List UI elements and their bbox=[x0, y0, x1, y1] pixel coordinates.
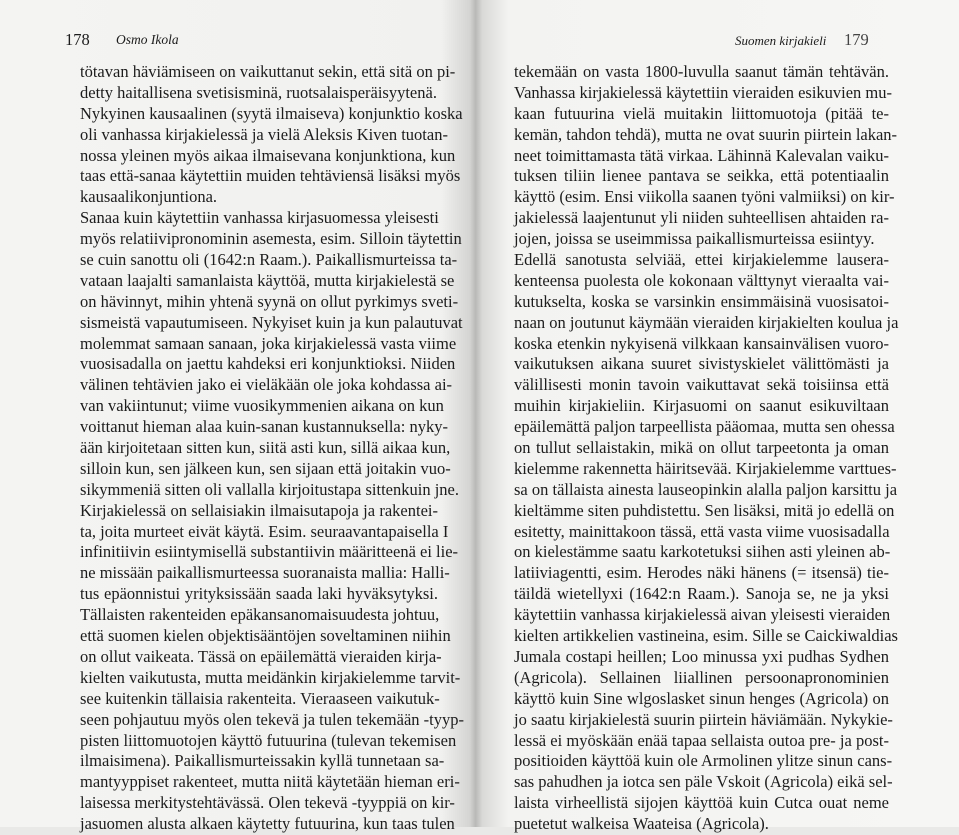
text-line: positioiden käyttöä kuin ole Armolinen ylitze sinun cans- bbox=[514, 751, 893, 771]
text-line: tus epäonnistui yrityksissään saada laki hyväksytyksi. bbox=[80, 584, 438, 604]
text-line: vaikutuksen aikana suuret sivistyskielet välittömästi ja bbox=[514, 354, 889, 374]
left-page bbox=[0, 0, 470, 834]
text-line: Edellä sanotusta selviää, ettei kirjakielemme lausera- bbox=[514, 250, 889, 270]
text-line: Sanaa kuin käytettiin vanhassa kirjasuomessa yleisesti bbox=[80, 208, 439, 228]
text-line: käyttö kuin Sine wlgoslasket sinun henges (Agricola) on bbox=[514, 688, 889, 708]
text-line: laista virheellistä sijojen käyttöä kuin Cutca ouat neme bbox=[514, 793, 889, 813]
text-line: myös relatiivipronominin asemesta, esim. Silloin täytettin bbox=[80, 229, 462, 249]
text-line: silloin kun, sen jälkeen kun, sen sijaan että joitakin vuo- bbox=[80, 458, 451, 478]
text-line: see kuitenkin tällaisia rakenteita. Vieraaseen vaikutuk- bbox=[80, 688, 440, 708]
page-number: 178 bbox=[65, 30, 90, 49]
text-line: välillisesti monin tavoin vaikuttavat sekä toisiinsa että bbox=[514, 375, 889, 395]
text-line: Tällaisten rakenteiden epäkansanomaisuudesta johtuu, bbox=[80, 605, 440, 625]
right-page bbox=[482, 0, 959, 834]
text-line: ilmaisimena). Paikallismurteissakin kyllä tunnetaan sa- bbox=[80, 751, 445, 771]
text-line: käyttö (esim. Ensi viikolla saanen työni valmiiksi) on kir- bbox=[514, 187, 895, 207]
text-line: van vakiintunut; viime vuosikymmenien aikana on kun bbox=[80, 396, 444, 416]
body-text bbox=[80, 62, 464, 835]
text-line: on tullut sellaistakin, mikä on ollut tarpeetonta ja oman bbox=[514, 438, 889, 458]
text-line: jasuomen alusta alkaen käytetty futuurina, kun taas tulen bbox=[80, 814, 455, 834]
text-line: voittanut hieman alaa kuin-sanan kustannuksella: nyky- bbox=[80, 417, 448, 437]
text-line: sikymmeniä sitten oli vallalla kirjoitustapa sittenkuin jne. bbox=[80, 479, 459, 499]
text-line: kielten vaikutusta, mutta meidänkin kirjakielemme tarvit- bbox=[80, 667, 461, 687]
text-line: kenteensa puolesta ole kokonaan välttynyt vieraalta vai- bbox=[514, 270, 889, 290]
text-line: nossa yleinen myös aikaa ilmaisevana konjunktiona, kun bbox=[80, 145, 456, 165]
text-line: puetetut walkeisa Waateisa (Agricola). bbox=[514, 814, 769, 834]
text-line: molemmat samaan sanaan, joka kirjakielessä vasta viime bbox=[80, 333, 457, 353]
text-line: käytettiin vanhassa kirjakielessä aivan yleisesti vieraiden bbox=[514, 605, 891, 625]
text-line: jojen, joissa se useimmissa paikallismurteissa esiintyy. bbox=[514, 229, 875, 249]
text-line: tötavan häviämiseen on vaikuttanut sekin, että sitä on pi- bbox=[80, 62, 456, 81]
text-line: jo saatu kirjakielestä suurin piirtein häviämään. Nykykie- bbox=[514, 709, 893, 729]
text-line: detty haitallisena svetisisminä, ruotsalaisperäisyytenä. bbox=[80, 82, 437, 102]
text-line: esitetty, mainittakoon tässä, että vasta viime vuosisadalla bbox=[514, 521, 890, 541]
text-line: on ollut vaikeata. Tässä on epäilemättä vieraiden kirja- bbox=[80, 646, 442, 666]
running-head: Osmo Ikola bbox=[116, 32, 179, 47]
text-line: tekemään on vasta 1800-luvulla saanut tämän tehtävän. bbox=[514, 62, 889, 81]
text-line: oli vanhassa kirjakielessä ja vielä Aleksis Kiven tuotan- bbox=[80, 124, 448, 144]
text-line: täildä wietellyxi (1642:n Raam.). Sanoja se, ne ja yksi bbox=[514, 584, 889, 604]
text-line: infinitiivin esiintymisellä substantiivin määritteenä ei lie- bbox=[80, 542, 459, 562]
text-line: ne missään paikallismurteessa suoranaista mallia: Halli- bbox=[80, 563, 450, 583]
text-line: kielten artikkelien vastineina, esim. Sille se Caickiwaldias bbox=[514, 626, 898, 646]
text-line: Vanhassa kirjakielessä käytettiin vieraiden esikuvien mu- bbox=[514, 82, 893, 102]
body-text bbox=[514, 62, 899, 835]
text-line: että suomen kielen objektisääntöjen soveltaminen niihin bbox=[80, 626, 451, 646]
text-line: sa on tällaista ainesta lauseopinkin alalla paljon karsittu ja bbox=[514, 479, 898, 499]
text-line: sismeistä vapautumiseen. Nykyiset kuin ja kun palautuvat bbox=[80, 312, 463, 332]
text-line: tuksen tiliin lienee pantava se seikka, että potentiaalin bbox=[514, 166, 889, 186]
text-line: seen pohjautuu myös olen tekevä ja tulen tekemään -tyyp- bbox=[80, 709, 464, 729]
running-head: Suomen kirjakieli bbox=[735, 33, 827, 48]
page-number: 179 bbox=[844, 30, 869, 49]
text-line: epäilemättä paljon tarpeellista pääomaa, mutta sen ohessa bbox=[514, 417, 895, 437]
text-line: välinen tehtävien jako ei vieläkään ole joka kohdassa ai- bbox=[80, 375, 453, 395]
text-line: Jumala costapi heillen; Loo minussa yxi pudhas Sydhen bbox=[514, 646, 889, 666]
text-line: ta, joita murteet eivät käytä. Esim. seuraavantapaisella I bbox=[80, 521, 449, 541]
text-line: Kirjakielessä on sellaisiakin ilmaisutapoja ja rakentei- bbox=[80, 500, 438, 520]
text-line: neet toimittamasta tätä virkaa. Lähinnä Kalevalan vaiku- bbox=[514, 145, 889, 165]
text-line: ään kirjoitetaan sitten kun, siitä asti kun, sillä aikaa kun, bbox=[80, 438, 451, 458]
text-line: latiiviagentti, esim. Herodes näki hänens (= itsensä) tie- bbox=[514, 563, 889, 583]
text-line: naan on joutunut käymään vieraiden kirjakielten koulua ja bbox=[514, 312, 899, 332]
text-line: mantyyppiset rakenteet, mutta niitä käytetään hieman eri- bbox=[80, 772, 460, 792]
text-line: on kielestämme saatu karkotetuksi siihen asti yleinen ab- bbox=[514, 542, 891, 562]
text-line: koska etenkin nykyisenä vilkkaan kansainvälisen vuoro- bbox=[514, 333, 889, 353]
text-line: kemän, tahdon tehdä), mutta ne ovat suurin piirtein lakan- bbox=[514, 124, 898, 144]
text-line: Nykyinen kausaalinen (syytä ilmaiseva) konjunktio koska bbox=[80, 103, 463, 123]
text-line: kielemme rakennetta häiritsevää. Kirjakielemme varttues- bbox=[514, 458, 897, 478]
text-line: kieltämme siten puhdistettu. Sen lisäksi, mitä jo edellä on bbox=[514, 500, 895, 520]
text-line: on hävinnyt, mihin yhtenä syynä on ollut pyrkimys sveti- bbox=[80, 291, 459, 311]
text-line: sas pahudhen ja iotca sen päle Vskoit (Agricola) eikä sel- bbox=[514, 772, 893, 792]
text-line: jakielessä laajentunut yli niiden suhteellisen ahtaiden ra- bbox=[514, 208, 889, 228]
text-line: vataan laajalti samanlaista käyttöä, mutta kirjakielestä se bbox=[80, 270, 455, 290]
text-line: kutukselta, koska se varsinkin ensimmäisinä vuosisatoi- bbox=[514, 291, 889, 311]
text-line: se cuin sanottu oli (1642:n Raam.). Paikallismurteissa ta- bbox=[80, 250, 458, 270]
text-line: taas että-sanaa käytettiin muiden tehtäviensä lisäksi myös bbox=[80, 166, 461, 186]
text-line: lessä ei myöskään enää tapaa sellaista outoa pre- ja post- bbox=[514, 730, 889, 750]
text-line: (Agricola). Sellainen liiallinen persoonapronominien bbox=[514, 667, 889, 687]
text-line: vuosisadalla on jaettu kahdeksi eri konjunktioksi. Niiden bbox=[80, 354, 456, 374]
text-line: laisessa merkitystehtävässä. Olen tekevä -tyyppiä on kir- bbox=[80, 793, 455, 813]
text-line: kausaalikonjuntiona. bbox=[80, 187, 218, 207]
text-line: kaan futuurina vielä muitakin liittomuotoja (pitää te- bbox=[514, 103, 889, 123]
text-line: pisten liittomuotojen käyttö futuurina (tulevan tekemisen bbox=[80, 730, 457, 750]
text-line: muihin kirjakieliin. Kirjasuomi on saanut esikuviltaan bbox=[514, 396, 889, 416]
